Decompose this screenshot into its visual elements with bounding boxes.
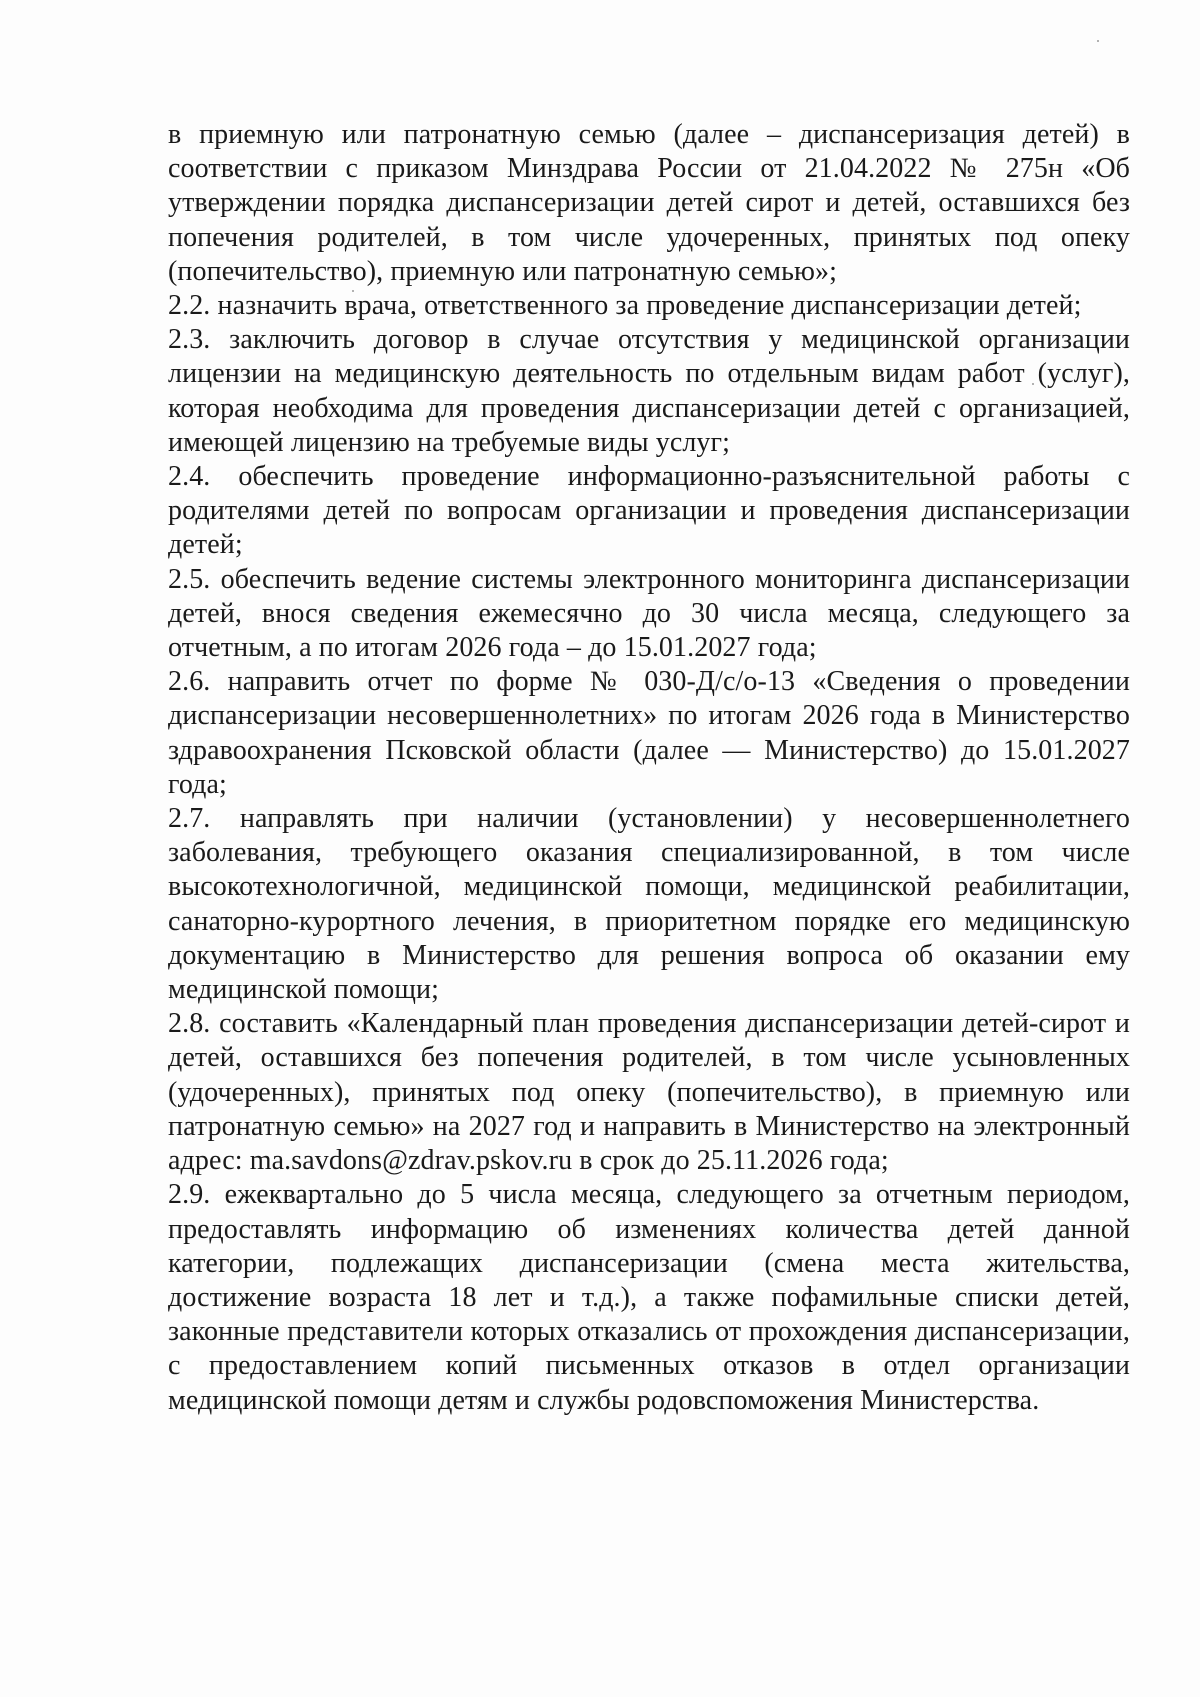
- item-number: 2.4.: [168, 461, 211, 493]
- item-2-5: [168, 563, 1130, 666]
- item-2-7: [168, 802, 1130, 1007]
- item-2-6: [168, 665, 1130, 802]
- item-2-4: [168, 460, 1130, 563]
- item-text: обеспечить проведение информационно-разъяснительной работы с родителями детей по вопросам организации и проведения диспансеризации детей;: [168, 461, 1130, 561]
- item-number: 2.8.: [168, 1008, 211, 1040]
- item-2-9: [168, 1178, 1130, 1417]
- item-2-2: [168, 289, 1130, 323]
- item-text: составить «Календарный план проведения диспансеризации детей-сирот и детей, оставшихся без попечения родителей, в том числе усыновленных (удочеренных), принятых под опеку (попечительство), в приемную или патронатную семью» на 2027 год и направить в Министерство на электронный адрес: ma.savdons@zdrav.pskov.ru в срок до 25.11.2026 года;: [168, 1008, 1130, 1177]
- item-number: 2.6.: [168, 666, 211, 698]
- item-number: 2.7.: [168, 803, 211, 835]
- document-body: [168, 118, 1130, 1418]
- item-number: 2.2.: [168, 290, 211, 322]
- item-text: ежеквартально до 5 числа месяца, следующего за отчетным периодом, предоставлять информацию об изменениях количества детей данной категории, подлежащих диспансеризации (смена места жительства, достижение возраста 18 лет и т.д.), а также пофамильные списки детей, законные представители которых отказались от прохождения диспансеризации, с предоставлением копий письменных отказов в отдел организации медицинской помощи детям и службы родовспоможения Министерства.: [168, 1179, 1130, 1416]
- item-text: назначить врача, ответственного за проведение диспансеризации детей;: [217, 290, 1082, 322]
- item-number: 2.3.: [168, 324, 211, 356]
- item-number: 2.9.: [168, 1179, 211, 1211]
- intro-paragraph: в приемную или патронатную семью (далее – диспансеризация детей) в соответствии с приказом Минздрава России от 21.04.2022 № 275н «Об утверждении порядка диспансеризации детей сирот и детей, оставшихся без попечения родителей, в том числе удочеренных, принятых под опеку (попечительство), приемную или патронатную семью»;: [168, 119, 1130, 287]
- item-text: заключить договор в случае отсутствия у медицинской организации лицензии на медицинскую деятельность по отдельным видам работ (услуг), которая необходима для проведения диспансеризации детей с организацией, имеющей лицензию на требуемые виды услуг;: [168, 324, 1130, 458]
- scan-speck: [1097, 40, 1099, 42]
- item-text: обеспечить ведение системы электронного мониторинга диспансеризации детей, внося сведения ежемесячно до 30 числа месяца, следующего за отчетным, а по итогам 2026 года – до 15.01.2027 года;: [168, 563, 1130, 664]
- item-text: направлять при наличии (установлении) у несовершеннолетнего заболевания, требующего оказания специализированной, в том числе высокотехнологичной, медицинской помощи, медицинской реабилитации, санаторно-курортного лечения, в приоритетном порядке его медицинскую документацию в Министерство для решения вопроса об оказании ему медицинской помощи;: [168, 803, 1130, 1006]
- item-2-8: [168, 1007, 1130, 1178]
- item-text: направить отчет по форме № 030-Д/с/о-13 «Сведения о проведении диспансеризации несовершеннолетних» по итогам 2026 года в Министерство здравоохранения Псковской области (далее — Министерство) до 15.01.2027 года;: [168, 666, 1130, 800]
- item-2-3: [168, 323, 1130, 460]
- item-number: 2.5.: [168, 563, 211, 595]
